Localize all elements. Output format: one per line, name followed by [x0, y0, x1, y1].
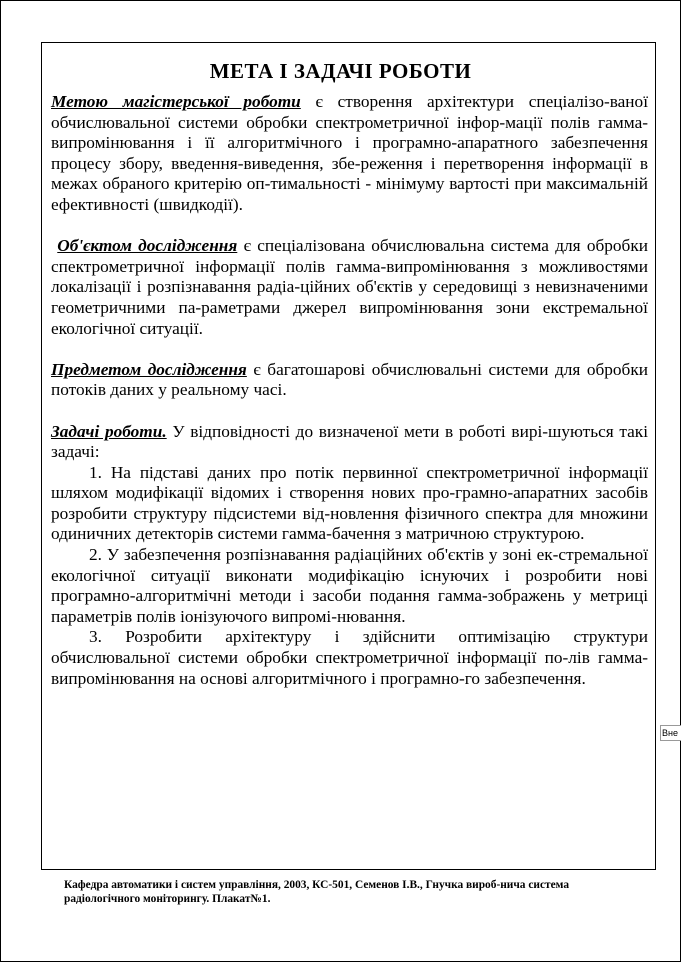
goal-text: є створення архітектури спеціалізо-ваної обчислювальної системи обробки спектрометричної інфор-мації полів гамма-випромінювання і її алгоритмічного і програмно-апаратного забезпечення процесу збору, введення-виведення, збе-реження і перетворення інформації в межах обраного критерію оп-тимальності - мінімуму вартості при максимальній ефективності (швидкодії).: [51, 92, 649, 214]
tasks-lead: Задачі роботи.: [51, 421, 167, 441]
page-title: МЕТА І ЗАДАЧІ РОБОТИ: [209, 59, 472, 83]
subject-text: є багатошарові обчислювальні системи для обробки потоків даних у реальному часі.: [51, 359, 648, 400]
object-paragraph: [51, 236, 648, 339]
task-item-2: 2. У забезпечення розпізнавання радіаційних об'єктів у зоні ек-стремальної екологічної ситуації виконати модифікацію існуючих і розробити нові програмно-алгоритмічні методи і засоби подання гамма-зображень у метриці параметрів полів іонізуючого випромі-нювання.: [51, 545, 648, 626]
footer-caption: Кафедра автоматики і систем управління, 2003, КС-501, Семенов І.В., Гнучка вироб-нича система радіологічного моніторингу. Плакат№1.: [64, 879, 570, 905]
poster-body: [51, 92, 648, 689]
subject-paragraph: [51, 360, 648, 401]
tasks-text: У відповідності до визначеної мети в роботі вирі-шуються такі задачі:: [51, 421, 649, 462]
tasks-paragraph: [51, 422, 648, 463]
goal-paragraph: [51, 92, 648, 216]
task-item-3: 3. Розробити архітектуру і здійснити оптимізацію структури обчислювальної системи обробки спектрометричної інформації по-лів гамма-випромінювання на основі алгоритмічного і програмно-го забезпечення.: [51, 627, 648, 688]
task-item-1: 1. На підставі даних про потік первинної спектрометричної інформації шляхом модифікації відомих і створення нових про-грамно-апаратних засобів розробити структуру підсистеми від-новлення фізичного спектра для множини одиничних детекторів системи гамма-бачення з матричною структурою.: [51, 462, 648, 544]
object-text: є спеціалізована обчислювальна система для обробки спектрометричної інформації полів гамма-випромінювання з можливостями локалізації і розпізнавання радіа-ційних об'єктів у середовищі з невизначеними геометричними па-раметрами джерел випромінювання зони екстремальної екологічної ситуації.: [51, 236, 648, 338]
spacer: [51, 216, 648, 237]
subject-lead: Предметом дослідження: [51, 359, 247, 379]
goal-lead: Метою магістерської роботи: [51, 92, 301, 111]
spacer: [51, 339, 648, 360]
object-lead: Об'єктом дослідження: [57, 236, 238, 256]
side-tab[interactable]: Вне: [660, 725, 681, 741]
spacer: [51, 401, 648, 422]
